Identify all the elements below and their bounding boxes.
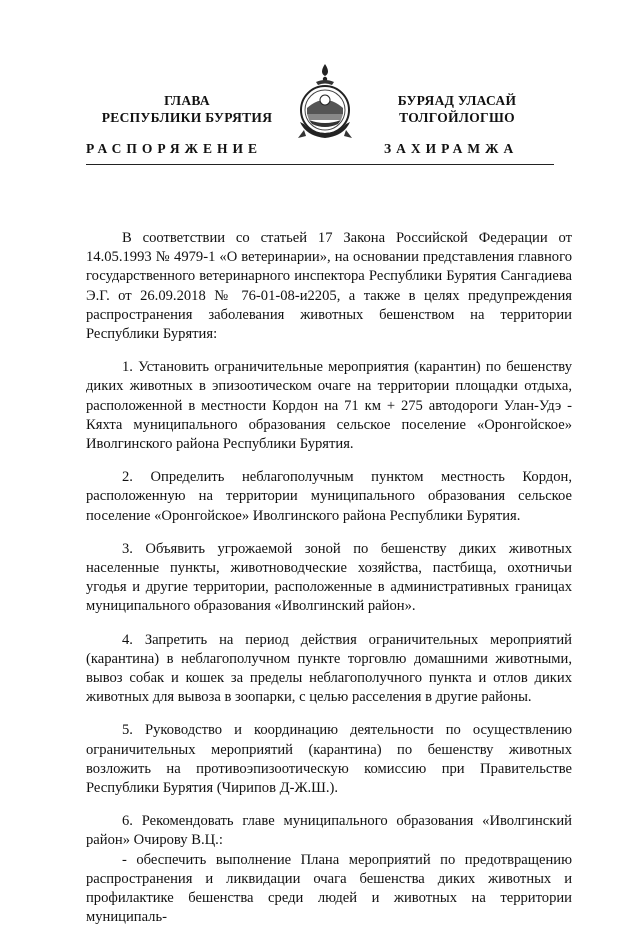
document-body [86, 229, 572, 928]
document-type-buryat: ЗАХИРАМЖА [384, 141, 519, 156]
coat-of-arms-buryatia-icon [294, 62, 356, 146]
issuer-title-line2: РЕСПУБЛИКИ БУРЯТИЯ [101, 110, 273, 125]
clause-5: 5. Руководство и координацию деятельности по осуществлению ограничительных мероприятий (карантина) по бешенству животных возложить на противоэпизоотическую комиссию при Правительстве Республики Бурятия (Чирипов Д-Ж.Ш.). [86, 722, 572, 797]
clause-3: 3. Объявить угрожаемой зоной по бешенству диких животных населенные пункты, животноводческие хозяйства, пастбища, охотничьи угодья и другие территории, расположенные в административных границах муниципального образования «Иволгинский район». [86, 540, 572, 615]
header-divider [86, 164, 554, 165]
issuer-block-russian [92, 92, 282, 126]
preamble-paragraph: В соответствии со статьей 17 Закона Российской Федерации от 14.05.1993 № 4979-1 «О ветеринарии», на основании представления главного государственного ветеринарного инспектора Республики Бурятия Сангадиева Э.Г. от 26.09.2018 № 76-01-08-и2205, а также в целях предупреждения распространения заболевания животных бешенством на территории Республики Бурятия: [86, 230, 572, 343]
issuer-title-line1: ГЛАВА [164, 93, 210, 108]
issuer-block-buryat [362, 92, 552, 126]
document-type-russian: РАСПОРЯЖЕНИЕ [86, 141, 263, 156]
issuer-title-buryat-line2: ТОЛГОЙЛОГШО [399, 110, 515, 125]
clause-2: 2. Определить неблагополучным пунктом местность Кордон, расположенную на территории муниципального образования сельское поселение «Оронгойское» Иволгинского района Республики Бурятия. [86, 469, 572, 524]
clause-4: 4. Запретить на период действия ограничительных мероприятий (карантина) в неблагополучном пункте торговлю домашними животными, вывоз собак и кошек за пределы неблагополучного пункта и отлов диких животных для вывоза в зоопарки, с целью расселения в другие районы. [86, 631, 572, 706]
clause-6-subitem-1: - обеспечить выполнение Плана мероприятий по предотвращению распространения и ликвидации очага бешенства диких животных и профилактике бешенства среди людей и животных на территории муниципаль- [86, 851, 572, 926]
clause-1: 1. Установить ограничительные мероприятия (карантин) по бешенству диких животных в эпизоотическом очаге на территории площадки отдыха, расположенной в местности Кордон на 71 км + 275 автодороги Улан-Удэ - Кяхта муниципального образования сельское поселение «Оронгойское» Иволгинского района Республики Бурятия. [86, 359, 572, 453]
issuer-title-buryat-line1: БУРЯАД УЛАСАЙ [397, 93, 517, 108]
emblem-graphic [294, 62, 356, 146]
clause-6: 6. Рекомендовать главе муниципального образования «Иволгинский район» Очирову В.Ц.: [86, 813, 572, 849]
